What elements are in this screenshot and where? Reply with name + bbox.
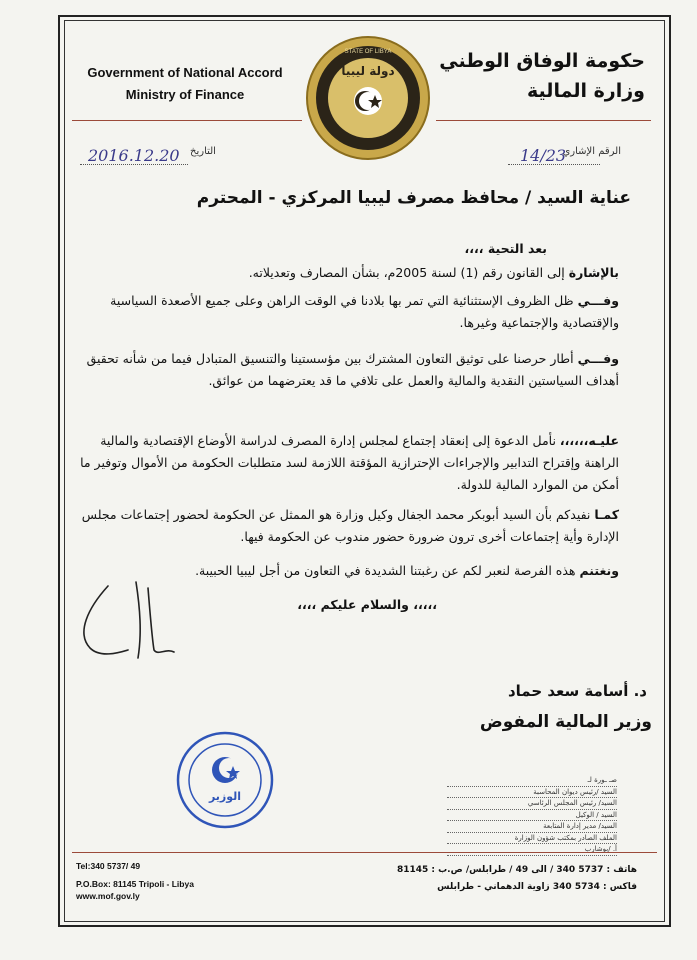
paragraph-2 xyxy=(74,290,619,334)
distribution-item: السيد /رئيس ديوان المحاسبة xyxy=(447,787,617,799)
date-value: 2016.12.20 xyxy=(88,146,180,165)
paragraph-6-lead: ونغتنم xyxy=(579,563,619,578)
distribution-list xyxy=(447,775,617,856)
footer-tel: Tel:340 5737/ 49 xyxy=(76,861,141,871)
footer-ar-phone: هاتف : 5737 340 / الى 49 / طرابلس/ ص.ب : 81145 xyxy=(396,865,637,875)
ref-label: الرقم الإشاري xyxy=(562,146,621,157)
paragraph-1 xyxy=(74,262,619,284)
signatory-name: د. أسامة سعد حماد xyxy=(507,682,647,700)
distribution-item: صـ ـورة لـ xyxy=(447,775,617,787)
paragraph-1-lead: بالإشارة xyxy=(568,265,619,280)
distribution-item: السيد / الوكيل xyxy=(447,810,617,822)
footer-rule xyxy=(72,852,657,853)
footer-arabic xyxy=(397,862,637,896)
seal-top-text: STATE OF LIBYA xyxy=(344,49,392,55)
paragraph-3 xyxy=(74,348,619,392)
paragraph-6-text: هذه الفرصة لنعبر لكم عن رغبتنا الشديدة في التعاون من أجل ليبيا الحبيبة. xyxy=(195,563,580,578)
handwritten-signature-icon xyxy=(78,578,188,668)
header-arabic xyxy=(425,46,645,106)
signatory-title: وزير المالية المفوض xyxy=(479,712,652,732)
paragraph-5-text: نفيدكم بأن السيد أبوبكر محمد الجفال وكيل وزارة هو الممثل عن الحكومة لحضور إجتماعات مجلس الإدارة وأية إجتماعات أخرى ترون ضرورة حضور مندوب عن الحكومة فيها. xyxy=(81,507,619,544)
distribution-item: أ. /بوشارب xyxy=(447,844,617,856)
date-label: التاريخ xyxy=(190,146,216,157)
gov-name-en: Government of National Accord xyxy=(87,65,283,80)
seal-arabic-text: دولة ليبيا xyxy=(341,64,395,78)
paragraph-2-lead: وفـــي xyxy=(577,293,619,308)
footer-pobox: P.O.Box: 81145 Tripoli - Libya xyxy=(76,879,194,889)
gov-name-ar: حكومة الوفاق الوطني xyxy=(439,50,645,72)
paragraph-5-lead: كمـا xyxy=(594,507,619,522)
ref-number: 14/23 xyxy=(520,146,567,165)
greeting: بعد التحية ،،،، xyxy=(464,241,547,256)
ministry-stamp-icon xyxy=(175,730,275,830)
stamp-label: الوزير xyxy=(208,790,242,803)
paragraph-5 xyxy=(74,504,619,548)
addressee: عناية السيد / محافظ مصرف ليبيا المركزي - المحترم xyxy=(196,188,631,208)
paragraph-4-text: نأمل الدعوة إلى إنعقاد إجتماع لمجلس إدارة المصرف لدراسة الأوضاع الإقتصادية والمالية الراهنة وإقتراح التدابير والإجراءات الإحترازية المؤقتة اللازمة لسد متطلبات الحكومة من الأموال وتوفير ما أمكن من الموارد المالية للدولة. xyxy=(80,433,619,492)
paragraph-3-text: أطار حرصنا على توثيق التعاون المشترك بين مؤسستينا والتنسيق المتبادل فيما من شأنه تحقيق أهداف السياستين النقدية والمالية والعمل على تلافي ما قد يعترضهما من عوائق. xyxy=(86,351,619,388)
header-rule-right xyxy=(436,120,651,121)
footer-ar-fax: فاكس : 5734 340 زاوية الدهماني - طرابلس xyxy=(437,882,637,892)
paragraph-4 xyxy=(74,430,619,496)
ministry-name-ar: وزارة المالية xyxy=(527,80,645,102)
paragraph-4-lead: عليـه،،،،،، xyxy=(559,433,619,448)
distribution-item: الملف الصادر بمكتب شؤون الوزارة xyxy=(447,833,617,845)
ref-dots xyxy=(508,164,600,165)
paragraph-2-text: ظل الظروف الإستثنائية التي تمر بها بلادنا في الوقت الراهن وعلى جميع الأصعدة السياسية والإقتصادية والإجتماعية وغيرها. xyxy=(110,293,619,330)
distribution-item: السيد/ رئيس المجلس الرئاسي xyxy=(447,798,617,810)
header-english xyxy=(70,62,300,106)
footer-english xyxy=(76,860,194,902)
closing: ،،،،، والسلام عليكم ،،،، xyxy=(297,597,437,612)
distribution-item: السيد/ مدير إدارة المتابعة xyxy=(447,821,617,833)
header-rule-left xyxy=(72,120,302,121)
state-seal-icon xyxy=(305,35,431,161)
paragraph-3-lead: وفـــي xyxy=(577,351,619,366)
date-dots xyxy=(80,164,188,165)
paragraph-1-text: إلى القانون رقم (1) لسنة 2005م، بشأن المصارف وتعديلاته. xyxy=(248,265,569,280)
footer-website: www.mof.gov.ly xyxy=(76,891,140,901)
ministry-name-en: Ministry of Finance xyxy=(125,87,245,102)
